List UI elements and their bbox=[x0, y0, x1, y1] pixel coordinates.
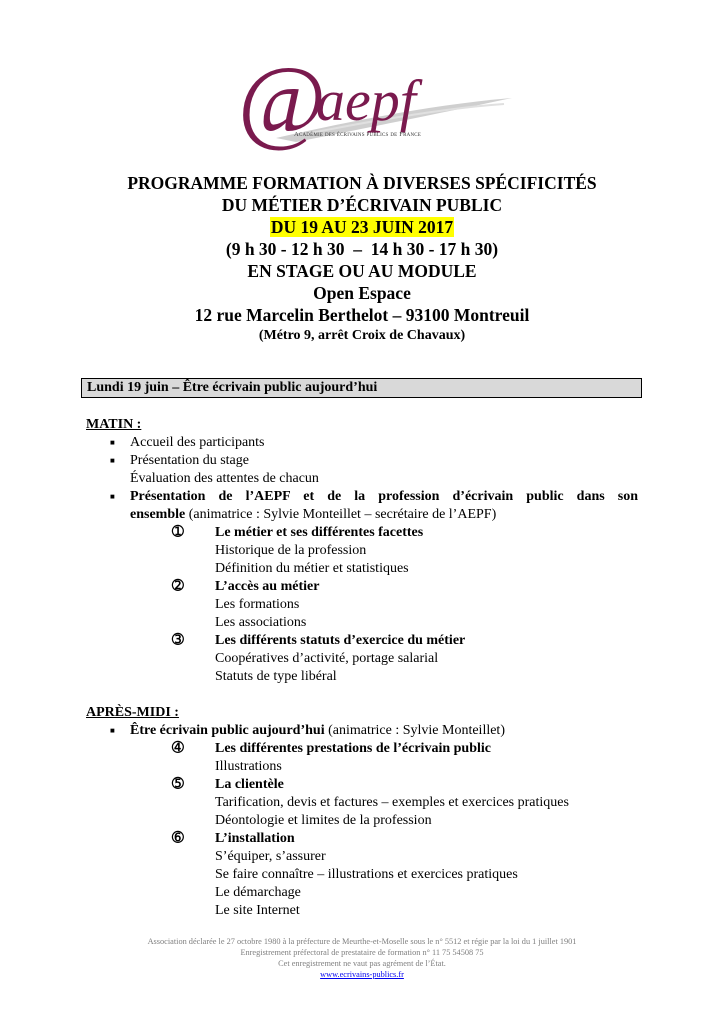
address-line: 12 rue Marcelin Berthelot – 93100 Montreuil bbox=[194, 305, 530, 325]
module-title: L’installation bbox=[215, 831, 295, 846]
bullet-icon: ■ bbox=[110, 726, 115, 735]
list-item: Évaluation des attentes de chacun bbox=[130, 471, 319, 486]
module-line: Tarification, devis et factures – exemples et exercices pratiques bbox=[215, 795, 569, 810]
module-title: Les différentes prestations de l’écrivain public bbox=[215, 741, 491, 756]
presentation-line-1: Présentation de l’AEPF et de la profession d’écrivain public dans son bbox=[130, 489, 638, 504]
title-line-1: PROGRAMME FORMATION À DIVERSES SPÉCIFICITÉS bbox=[127, 173, 597, 193]
logo-at-symbol: @ bbox=[238, 52, 327, 152]
presentation-line-2 bbox=[130, 506, 496, 524]
bullet-icon: ■ bbox=[110, 438, 115, 447]
day-title: Lundi 19 juin – Être écrivain public aujourd’hui bbox=[87, 380, 378, 395]
afternoon-item-note: (animatrice : Sylvie Monteillet) bbox=[324, 723, 505, 738]
module-title: Les différents statuts d’exercice du métier bbox=[215, 633, 466, 648]
module-line: Le démarchage bbox=[215, 885, 301, 900]
module-line: Coopératives d’activité, portage salarial bbox=[215, 651, 439, 666]
presentation-note: (animatrice : Sylvie Monteillet – secrétaire de l’AEPF) bbox=[185, 507, 497, 522]
circled-number-6-icon: ➅ bbox=[172, 831, 184, 846]
venue-line: Open Espace bbox=[313, 283, 411, 303]
module-line: Historique de la profession bbox=[215, 543, 367, 558]
list-item: Présentation du stage bbox=[130, 453, 249, 468]
logo-subtitle: Académie des écrivains publics de France bbox=[294, 131, 422, 138]
footer-line-3: Cet enregistrement ne vaut pas agrément de l’État. bbox=[278, 959, 446, 968]
day-header-box bbox=[81, 378, 642, 398]
bullet-icon: ■ bbox=[110, 456, 115, 465]
presentation-bold: ensemble bbox=[130, 507, 186, 522]
footer-line-2: Enregistrement préfectoral de prestataire de formation n° 11 75 54508 75 bbox=[240, 948, 484, 957]
bullet-icon: ■ bbox=[110, 492, 115, 501]
circled-number-2-icon: ➁ bbox=[172, 579, 184, 594]
module-line: Illustrations bbox=[215, 759, 282, 774]
module-line: S’équiper, s’assurer bbox=[215, 849, 326, 864]
dates-highlight: DU 19 AU 23 JUIN 2017 bbox=[270, 217, 454, 237]
hours-line: (9 h 30 - 12 h 30 – 14 h 30 - 17 h 30) bbox=[225, 239, 499, 259]
circled-number-4-icon: ➃ bbox=[172, 741, 184, 756]
website-link[interactable]: www.ecrivains-publics.fr bbox=[320, 970, 404, 979]
module-title: L’accès au métier bbox=[215, 579, 320, 594]
afternoon-item bbox=[130, 722, 505, 740]
mode-line: EN STAGE OU AU MODULE bbox=[247, 261, 477, 281]
afternoon-item-bold: Être écrivain public aujourd’hui bbox=[130, 723, 325, 738]
list-item: Accueil des participants bbox=[130, 435, 265, 450]
morning-label: MATIN : bbox=[86, 417, 142, 432]
dates-line bbox=[0, 217, 724, 238]
module-line: Les formations bbox=[215, 597, 300, 612]
footer-line-1: Association déclarée le 27 octobre 1980 à la préfecture de Meurthe-et-Moselle sous le n° 5512 et régie par la loi du 1 juillet 1901 bbox=[147, 937, 577, 946]
module-line: Se faire connaître – illustrations et exercices pratiques bbox=[215, 867, 518, 882]
module-line: Les associations bbox=[215, 615, 307, 630]
module-line: Le site Internet bbox=[215, 903, 300, 918]
afternoon-label: APRÈS-MIDI : bbox=[86, 705, 179, 720]
circled-number-5-icon: ➄ bbox=[172, 777, 184, 792]
module-line: Définition du métier et statistiques bbox=[215, 561, 409, 576]
title-line-2: DU MÉTIER D’ÉCRIVAIN PUBLIC bbox=[221, 195, 503, 215]
circled-number-1-icon: ➀ bbox=[172, 525, 184, 540]
logo-text: aepf bbox=[316, 68, 416, 133]
circled-number-3-icon: ➂ bbox=[172, 633, 184, 648]
module-line: Statuts de type libéral bbox=[215, 669, 337, 684]
transport-line: (Métro 9, arrêt Croix de Chavaux) bbox=[258, 328, 466, 343]
footer-link-line bbox=[0, 970, 724, 979]
module-title: Le métier et ses différentes facettes bbox=[215, 525, 424, 540]
module-line: Déontologie et limites de la profession bbox=[215, 813, 432, 828]
module-title: La clientèle bbox=[215, 777, 284, 792]
